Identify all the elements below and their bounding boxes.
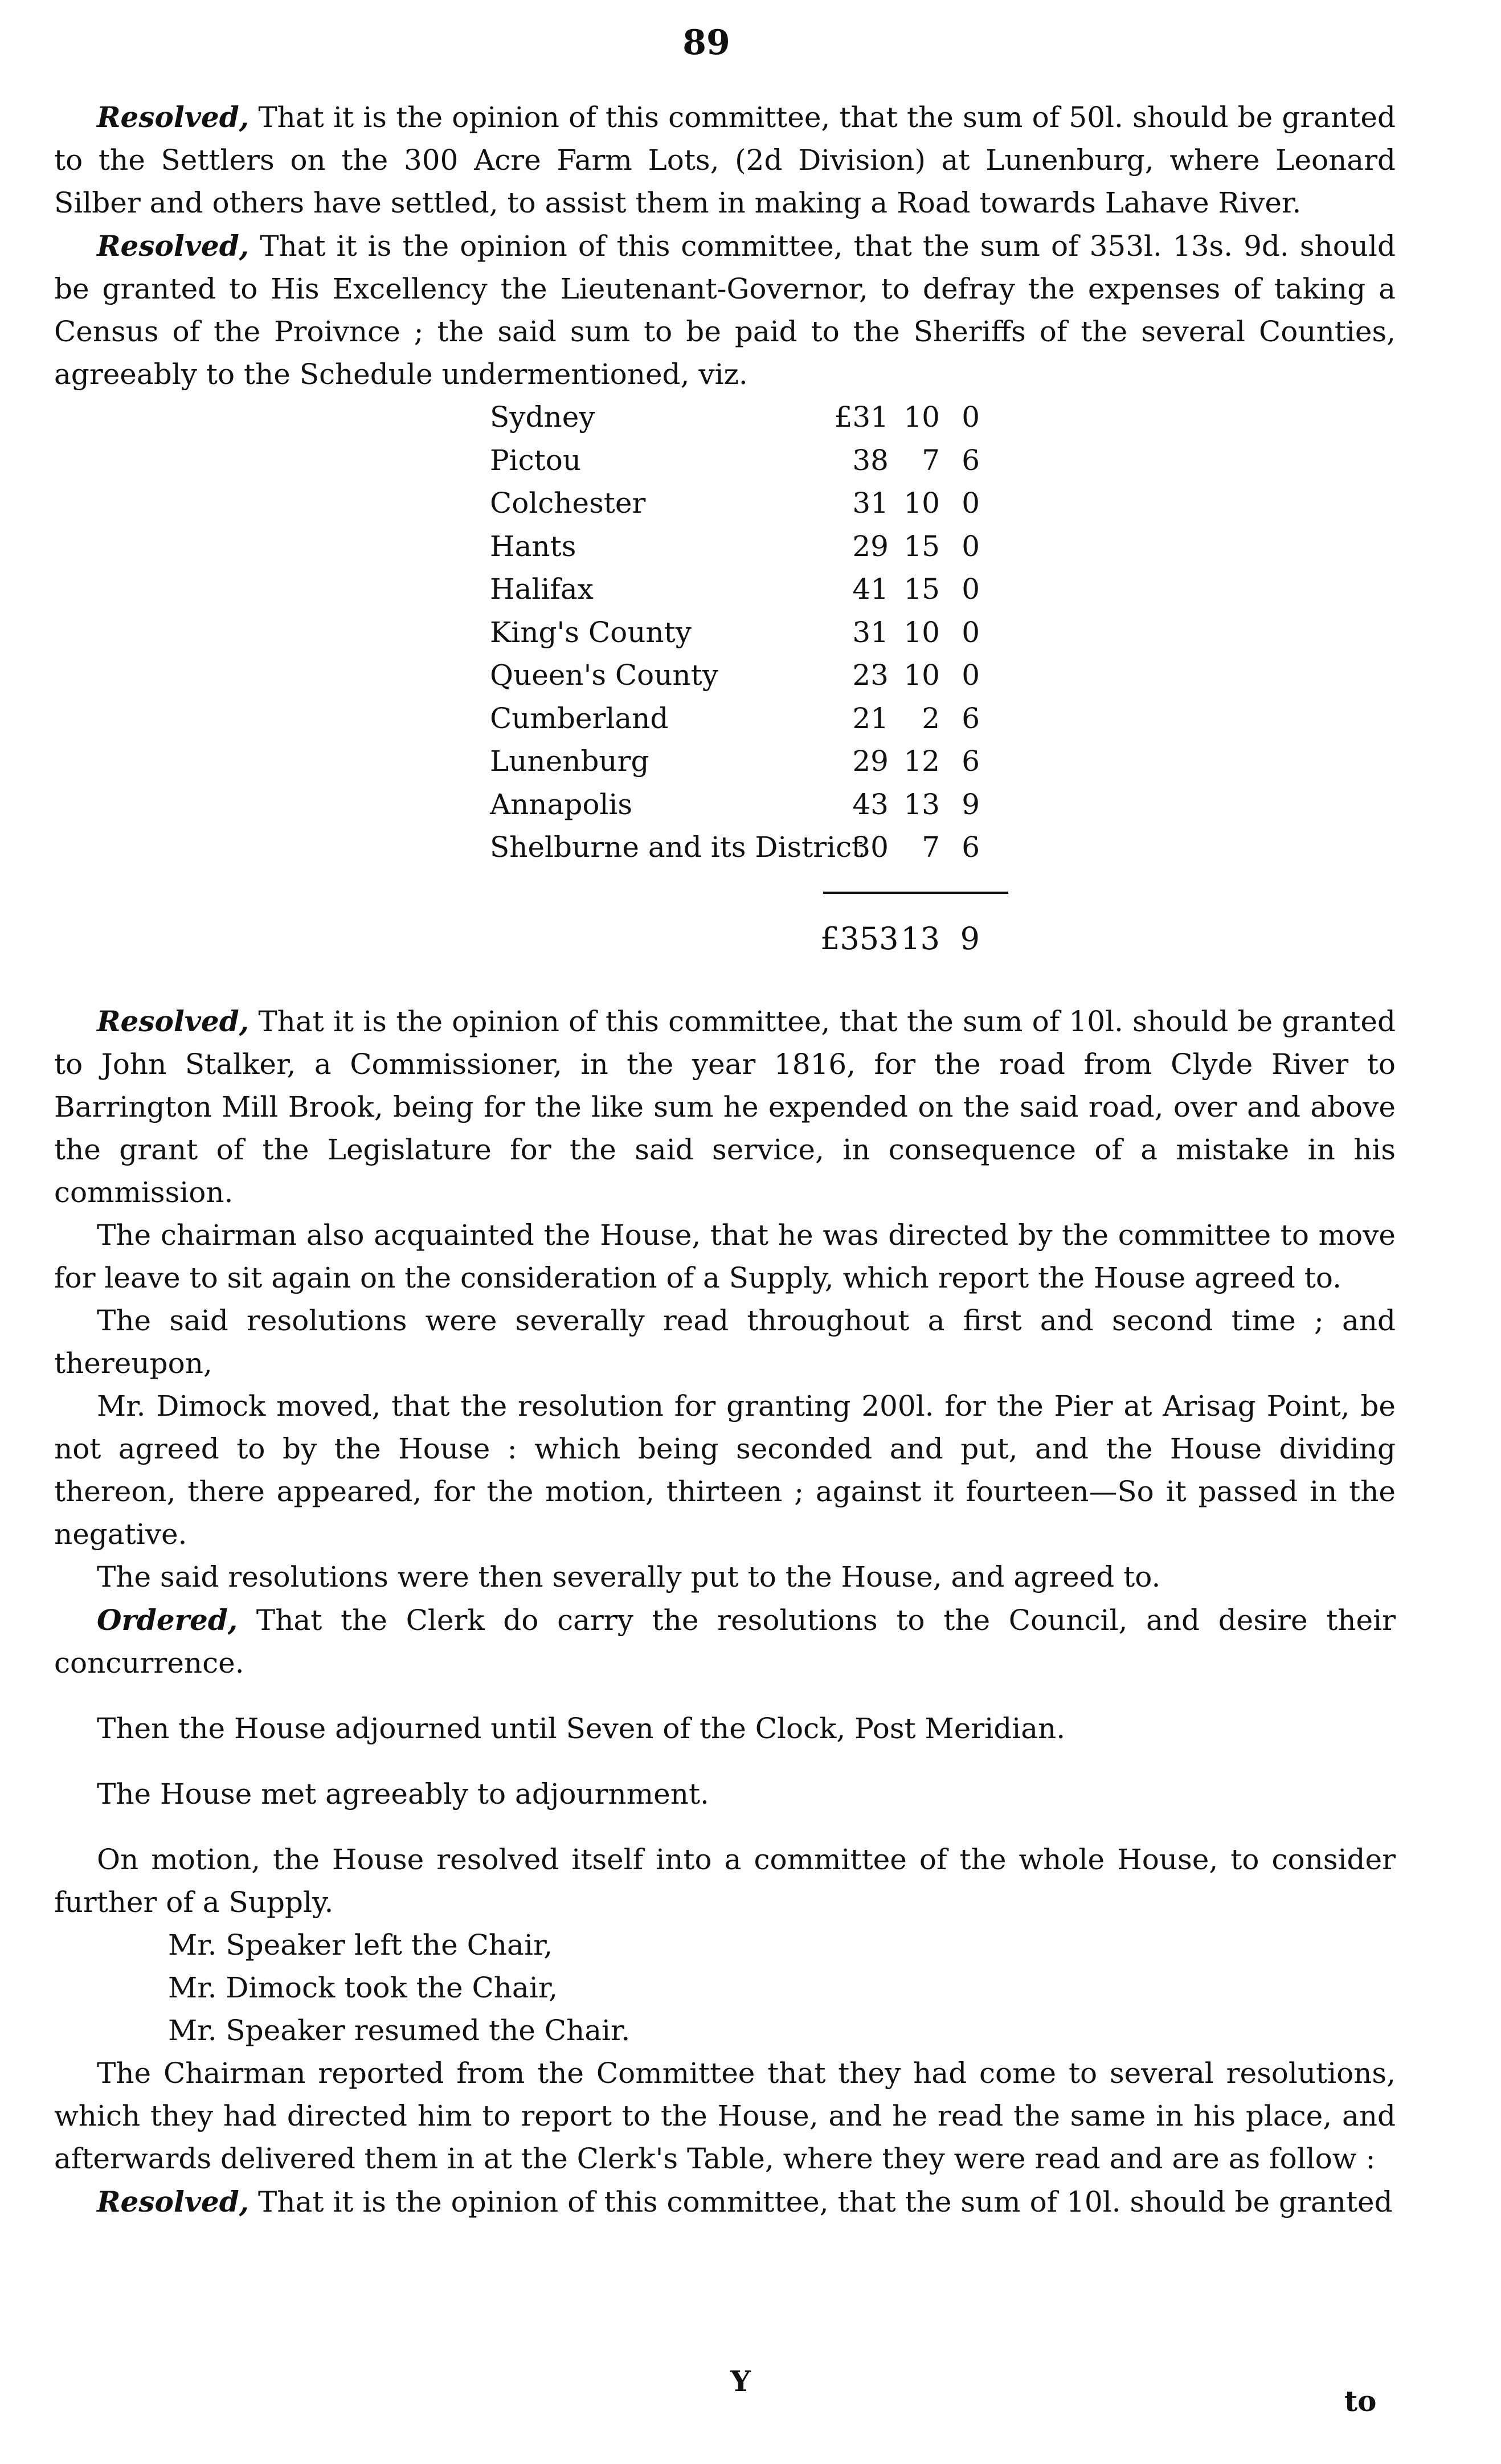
schedule-row <box>490 525 1003 569</box>
shillings-value: 10 <box>903 401 940 434</box>
resolution-paragraph-2 <box>54 224 1396 396</box>
schedule-row <box>490 611 1003 655</box>
schedule-total <box>490 917 1003 961</box>
census-schedule-table <box>490 396 1003 869</box>
pence-value: 6 <box>962 443 980 477</box>
adjournment-paragraph: Then the House adjourned until Seven of the Clock, Post Meridian. <box>97 1712 1066 1745</box>
ordered-paragraph <box>54 1599 1396 1685</box>
county-name: Hants <box>490 529 576 563</box>
schedule-row <box>490 826 1003 869</box>
pounds-value: 31 <box>852 615 889 649</box>
schedule-row <box>490 697 1003 741</box>
county-name: King's County <box>490 615 692 649</box>
resolved-lead: Resolved, <box>97 2185 250 2218</box>
pounds-value: £31 <box>834 401 889 434</box>
pounds-value: 43 <box>852 787 889 821</box>
pounds-value: 21 <box>852 701 889 735</box>
pence-value: 6 <box>962 745 980 778</box>
county-name: Sydney <box>490 401 595 434</box>
total-shillings: 13 <box>901 921 940 957</box>
ordered-lead: Ordered, <box>97 1603 238 1637</box>
catchword: to <box>1344 2384 1377 2418</box>
schedule-row <box>490 396 1003 439</box>
page-number: 89 <box>682 23 730 63</box>
shillings-value: 10 <box>903 487 940 520</box>
shillings-value: 12 <box>903 745 940 778</box>
resolutions-read-paragraph: The said resolutions were severally read throughout a first and second time ; and thereupon, <box>54 1304 1396 1380</box>
shillings-value: 13 <box>903 787 940 821</box>
speaker-resumed-line: Mr. Speaker resumed the Chair. <box>168 2014 631 2047</box>
county-name: Shelburne and its District <box>490 831 864 864</box>
house-met-paragraph: The House met agreeably to adjournment. <box>97 1777 709 1811</box>
schedule-row <box>490 654 1003 697</box>
pence-value: 0 <box>962 401 980 434</box>
pounds-value: 23 <box>852 659 889 692</box>
county-name: Lunenburg <box>490 745 649 778</box>
pounds-value: 41 <box>852 573 889 606</box>
county-name: Annapolis <box>490 787 633 821</box>
schedule-row <box>490 439 1003 483</box>
total-rule-divider <box>823 892 1008 894</box>
pounds-value: 29 <box>852 529 889 563</box>
signature-mark: Y <box>730 2364 751 2398</box>
resolved-lead: Resolved, <box>97 229 250 263</box>
shillings-value: 15 <box>903 573 940 606</box>
county-name: Pictou <box>490 443 582 477</box>
chairman-report-paragraph: The chairman also acquainted the House, that he was directed by the committee to move for leave to sit again on the consideration of a Supply, which report the House agreed to. <box>54 1219 1396 1294</box>
pounds-value: 29 <box>852 745 889 778</box>
total-row <box>490 917 1003 961</box>
schedule-row <box>490 482 1003 525</box>
schedule-row <box>490 740 1003 783</box>
text-block-upper <box>54 96 1396 396</box>
pence-value: 6 <box>962 831 980 864</box>
chairman-resolutions-paragraph: The Chairman reported from the Committee that they had come to several resolutions, which they had directed him to report to the House, and he read the same in his place, and afterwards delivered them in at the Clerk's Table, where they were read and are as follow : <box>54 2057 1396 2175</box>
resolution-paragraph-4 <box>54 2180 1396 2224</box>
schedule-row <box>490 783 1003 827</box>
county-name: Halifax <box>490 573 594 606</box>
paragraph-text: That it is the opinion of this committee, that the sum of 353l. 13s. 9d. should be granted to His Excellency the Lieutenant-Governor, to defray the expenses of taking a Census of the Proivnce ; the said sum to be paid to the Sheriffs of the several Counties, agreeably to the Schedule undermentioned, viz. <box>54 230 1396 391</box>
pence-value: 0 <box>962 529 980 563</box>
resolutions-agreed-paragraph: The said resolutions were then severally put to the House, and agreed to. <box>97 1560 1161 1593</box>
shillings-value: 2 <box>922 701 940 735</box>
pounds-value: 38 <box>852 443 889 477</box>
shillings-value: 10 <box>903 615 940 649</box>
total-pounds: £353 <box>820 921 899 957</box>
county-name: Queen's County <box>490 659 718 692</box>
dimock-motion-paragraph: Mr. Dimock moved, that the resolution for granting 200l. for the Pier at Arisag Point, be not agreed to by the House : which being seconded and put, and the House dividing thereon, there appeared, for the motion, thirteen ; against it fourteen—So it passed in the negative. <box>54 1390 1396 1551</box>
text-block-lower <box>54 1000 1396 2224</box>
schedule-row <box>490 568 1003 611</box>
resolution-paragraph-3 <box>54 1000 1396 1214</box>
pence-value: 6 <box>962 701 980 735</box>
resolved-lead: Resolved, <box>97 1004 250 1038</box>
shillings-value: 7 <box>922 443 940 477</box>
shillings-value: 10 <box>903 659 940 692</box>
pence-value: 9 <box>962 787 980 821</box>
paragraph-text: That it is the opinion of this committee, that the sum of 10l. should be granted <box>249 2185 1393 2218</box>
pence-value: 0 <box>962 659 980 692</box>
pence-value: 0 <box>962 487 980 520</box>
pence-value: 0 <box>962 573 980 606</box>
county-name: Cumberland <box>490 701 669 735</box>
speaker-left-line: Mr. Speaker left the Chair, <box>168 1928 553 1962</box>
shillings-value: 15 <box>903 529 940 563</box>
resolution-paragraph-1 <box>54 96 1396 224</box>
county-name: Colchester <box>490 487 646 520</box>
resolved-lead: Resolved, <box>97 100 250 134</box>
total-pence: 9 <box>960 921 980 957</box>
dimock-took-line: Mr. Dimock took the Chair, <box>168 1971 558 2004</box>
pounds-value: 31 <box>852 487 889 520</box>
pence-value: 0 <box>962 615 980 649</box>
paragraph-text: That it is the opinion of this committee, that the sum of 10l. should be granted to John Stalker, a Commissioner, in the year 1816, for the road from Clyde River to Barrington Mill Brook, being for the like sum he expended on the said road, over and above the grant of the Legislature for the said service, in consequence of a mistake in his commission. <box>54 1005 1396 1209</box>
shillings-value: 7 <box>922 831 940 864</box>
paragraph-text: That the Clerk do carry the resolutions to the Council, and desire their concurrence. <box>54 1604 1396 1680</box>
pounds-value: 30 <box>852 831 889 864</box>
paragraph-text: That it is the opinion of this committee, that the sum of 50l. should be granted to the Settlers on the 300 Acre Farm Lots, (2d Division) at Lunenburg, where Leonard Silber and others have settled, to assist them in making a Road towards Lahave River. <box>54 101 1396 219</box>
committee-motion-paragraph: On motion, the House resolved itself into a committee of the whole House, to consider further of a Supply. <box>54 1843 1396 1919</box>
